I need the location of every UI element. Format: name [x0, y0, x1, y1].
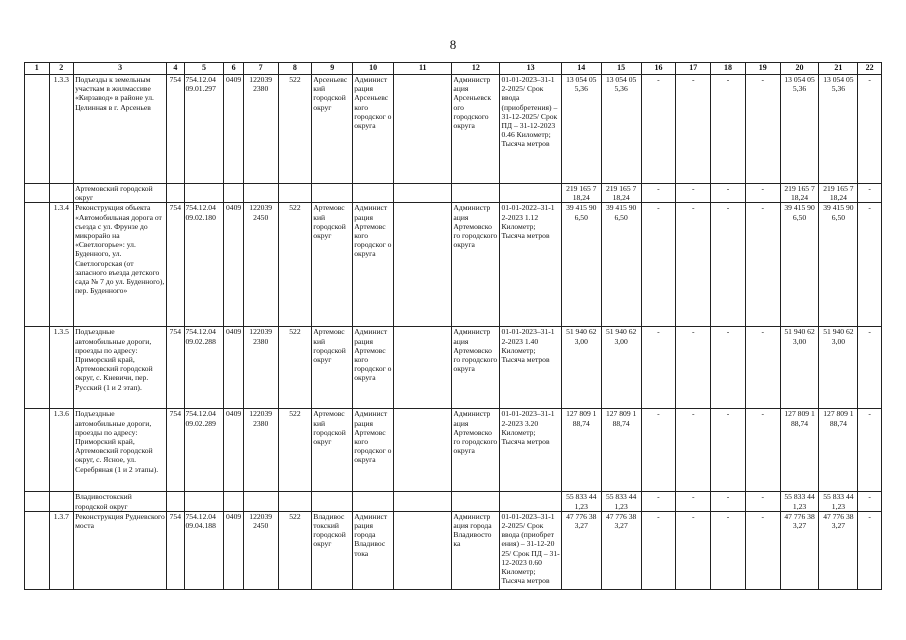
column-number: 12	[452, 63, 500, 75]
object-name: Подъездные автомобильные дороги, проезды по адресу: Приморский край, Артемовский городской округ, с. Кневичи, пер. Русский (1 и 2 этап).	[74, 327, 167, 409]
amount-cell: 55 833 44 1,23	[819, 492, 858, 511]
table-cell	[394, 511, 452, 589]
amount-cell: 51 940 62 3,00	[819, 327, 858, 409]
amount-cell: -	[745, 327, 780, 409]
table-cell: 0409	[224, 75, 243, 184]
column-number: 17	[676, 63, 711, 75]
amount-cell: 219 165 7 18,24	[819, 184, 858, 203]
amount-cell: -	[858, 409, 882, 492]
amount-cell: 13 054 05 5,36	[780, 75, 819, 184]
object-name: Реконструкция объекта «Автомобильная дорога от съезда с ул. Фрунзе до микрорайо на «Светлогорье»: ул. Буденного, ул. Светлогорская (от запасного въезда детского сада № 7 до ул. Буденного), пер. Буденного»	[74, 203, 167, 327]
table-cell	[184, 184, 224, 203]
table-row	[25, 327, 882, 409]
amount-cell: 47 776 38 3,27	[601, 511, 641, 589]
amount-cell: -	[641, 327, 676, 409]
table-cell	[25, 492, 50, 511]
table-cell: Артемовс кий городской округ	[312, 203, 353, 327]
table-cell	[312, 184, 353, 203]
amount-cell: -	[858, 75, 882, 184]
amount-cell: -	[745, 409, 780, 492]
object-name: Реконструкция Рудневского моста	[74, 511, 167, 589]
amount-cell: 13 054 05 5,36	[561, 75, 601, 184]
table-cell: 0409	[224, 409, 243, 492]
table-cell: 122039 2450	[243, 511, 278, 589]
table-cell	[452, 184, 500, 203]
column-number: 20	[780, 63, 819, 75]
table-cell	[278, 184, 312, 203]
table-cell	[500, 492, 561, 511]
amount-cell: -	[711, 327, 746, 409]
table-cell: 754	[167, 511, 184, 589]
table-row	[25, 203, 882, 327]
amount-cell: -	[858, 492, 882, 511]
amount-cell: 219 165 7 18,24	[601, 184, 641, 203]
table-cell: Администр ация Арсеньевск ого городского округа	[452, 75, 500, 184]
column-number-row	[25, 63, 882, 75]
table-cell: Арсеньевс кий городской округ	[312, 75, 353, 184]
table-cell: 522	[278, 511, 312, 589]
amount-cell: -	[641, 184, 676, 203]
amount-cell: -	[711, 203, 746, 327]
table-cell: 01-01-2022–31-1 2-2023 1.12 Километр; Тысяча метров	[500, 203, 561, 327]
table-cell	[394, 492, 452, 511]
table-cell: 754.12.04 09.02.180	[184, 203, 224, 327]
table-cell	[394, 75, 452, 184]
amount-cell: 55 833 44 1,23	[601, 492, 641, 511]
table-cell	[184, 492, 224, 511]
amount-cell: -	[676, 409, 711, 492]
table-cell: 522	[278, 75, 312, 184]
table-cell: 754	[167, 409, 184, 492]
column-number: 5	[184, 63, 224, 75]
table-cell: 0409	[224, 327, 243, 409]
amount-cell: -	[676, 327, 711, 409]
column-number: 4	[167, 63, 184, 75]
column-number: 7	[243, 63, 278, 75]
table-cell: Владивос токский городской округ	[312, 511, 353, 589]
amount-cell: -	[745, 511, 780, 589]
column-number: 22	[858, 63, 882, 75]
budget-table	[24, 62, 882, 590]
table-cell	[243, 492, 278, 511]
amount-cell: -	[745, 492, 780, 511]
amount-cell: -	[641, 409, 676, 492]
table-cell: 754.12.04 09.02.288	[184, 327, 224, 409]
table-cell: Артемовс кий городской округ	[312, 327, 353, 409]
amount-cell: 51 940 62 3,00	[780, 327, 819, 409]
amount-cell: -	[641, 492, 676, 511]
table-cell: Администр ация города Владивосто ка	[452, 511, 500, 589]
table-row	[25, 75, 882, 184]
table-cell: 01-01-2023–31-1 2-2023 1.40 Километр; Тысяча метров	[500, 327, 561, 409]
column-number: 10	[353, 63, 394, 75]
table-cell: 522	[278, 327, 312, 409]
item-number: 1.3.4	[49, 203, 74, 327]
table-cell: Администр ация Артемовско го городского округа	[452, 327, 500, 409]
table-cell: 122039 2380	[243, 327, 278, 409]
column-number: 19	[745, 63, 780, 75]
table-cell: 754.12.04 09.02.289	[184, 409, 224, 492]
table-cell: 522	[278, 203, 312, 327]
column-number: 13	[500, 63, 561, 75]
table-cell	[25, 203, 50, 327]
table-cell	[224, 492, 243, 511]
table-cell	[394, 409, 452, 492]
table-cell: Артемовс кий городской округ	[312, 409, 353, 492]
table-cell	[224, 184, 243, 203]
column-number: 6	[224, 63, 243, 75]
table-cell: 01-01-2023–31-1 2-2025/ Срок ввода (приобрет ения) – 31-12-20 25/ Срок ПД – 31-12-2023 0.60 Километр; Тысяча метров	[500, 511, 561, 589]
table-cell: 754	[167, 327, 184, 409]
table-cell: Админист рация Артемовс кого городског о округа	[353, 409, 394, 492]
table-cell: 522	[278, 409, 312, 492]
item-number: 1.3.7	[49, 511, 74, 589]
amount-cell: 47 776 38 3,27	[561, 511, 601, 589]
object-name: Подъездные автомобильные дороги, проезды по адресу: Приморский край, Артемовский городской округ, с. Ясное, ул. Серебряная (1 и 2 этапы).	[74, 409, 167, 492]
column-number: 14	[561, 63, 601, 75]
column-number: 1	[25, 63, 50, 75]
item-number: 1.3.5	[49, 327, 74, 409]
amount-cell: -	[676, 75, 711, 184]
table-cell	[167, 492, 184, 511]
table-cell: 754.12.04 09.01.297	[184, 75, 224, 184]
table-cell: 754	[167, 75, 184, 184]
table-cell	[243, 184, 278, 203]
column-number: 8	[278, 63, 312, 75]
table-cell: Админист рация города Владивос тока	[353, 511, 394, 589]
table-cell: Администр ация Артемовско го городского округа	[452, 409, 500, 492]
table-row	[25, 409, 882, 492]
amount-cell: -	[711, 409, 746, 492]
table-cell	[25, 327, 50, 409]
amount-cell: 39 415 90 6,50	[780, 203, 819, 327]
table-cell	[278, 492, 312, 511]
table-cell	[353, 184, 394, 203]
column-number: 3	[74, 63, 167, 75]
table-cell	[25, 409, 50, 492]
table-cell: 0409	[224, 511, 243, 589]
amount-cell: -	[676, 184, 711, 203]
table-cell	[49, 492, 74, 511]
item-number: 1.3.3	[49, 75, 74, 184]
table-cell: 122039 2450	[243, 203, 278, 327]
table-cell	[394, 184, 452, 203]
table-cell	[500, 184, 561, 203]
amount-cell: 47 776 38 3,27	[819, 511, 858, 589]
table-cell: Админист рация Арсеньевс кого городског о округа	[353, 75, 394, 184]
amount-cell: -	[745, 184, 780, 203]
column-number: 9	[312, 63, 353, 75]
table-cell: Администр ация Артемовско го городского округа	[452, 203, 500, 327]
amount-cell: 127 809 1 88,74	[561, 409, 601, 492]
table-row	[25, 511, 882, 589]
amount-cell: -	[676, 492, 711, 511]
amount-cell: 39 415 90 6,50	[601, 203, 641, 327]
amount-cell: -	[858, 184, 882, 203]
amount-cell: 127 809 1 88,74	[601, 409, 641, 492]
table-cell	[452, 492, 500, 511]
table-cell	[353, 492, 394, 511]
column-number: 16	[641, 63, 676, 75]
table-cell	[25, 184, 50, 203]
table-cell	[25, 511, 50, 589]
table-cell: Админист рация Артемовс кого городског о округа	[353, 327, 394, 409]
table-cell	[167, 184, 184, 203]
amount-cell: -	[745, 75, 780, 184]
table-cell	[394, 327, 452, 409]
table-cell: 01-01-2023–31-1 2-2023 3.20 Километр; Тысяча метров	[500, 409, 561, 492]
amount-cell: -	[711, 75, 746, 184]
table-cell: 122039 2380	[243, 75, 278, 184]
table-cell: 0409	[224, 203, 243, 327]
table-cell: Админист рация Артемовс кого городског о округа	[353, 203, 394, 327]
column-number: 21	[819, 63, 858, 75]
page-number: 8	[449, 37, 457, 52]
amount-cell: -	[676, 511, 711, 589]
amount-cell: 39 415 90 6,50	[819, 203, 858, 327]
table-cell	[312, 492, 353, 511]
object-name: Подъезды к земельным участкам в жилмассиве «Кирзавод» в районе ул. Целинная в г. Арсеньев	[74, 75, 167, 184]
table-cell	[394, 203, 452, 327]
column-number: 2	[49, 63, 74, 75]
amount-cell: 55 833 44 1,23	[780, 492, 819, 511]
amount-cell: 219 165 7 18,24	[780, 184, 819, 203]
amount-cell: -	[858, 327, 882, 409]
group-name: Владивостокский городской округ	[74, 492, 167, 511]
amount-cell: 39 415 90 6,50	[561, 203, 601, 327]
amount-cell: 51 940 62 3,00	[561, 327, 601, 409]
amount-cell: -	[858, 203, 882, 327]
table-cell: 754	[167, 203, 184, 327]
amount-cell: -	[641, 75, 676, 184]
amount-cell: -	[711, 511, 746, 589]
column-number: 18	[711, 63, 746, 75]
column-number: 11	[394, 63, 452, 75]
item-number: 1.3.6	[49, 409, 74, 492]
amount-cell: 219 165 7 18,24	[561, 184, 601, 203]
amount-cell: -	[711, 184, 746, 203]
group-name: Артемовский городской округ	[74, 184, 167, 203]
amount-cell: -	[858, 511, 882, 589]
group-subtotal-row	[25, 492, 882, 511]
table-cell: 754.12.04 09.04.188	[184, 511, 224, 589]
group-subtotal-row	[25, 184, 882, 203]
table-cell: 122039 2380	[243, 409, 278, 492]
amount-cell: 55 833 44 1,23	[561, 492, 601, 511]
amount-cell: -	[745, 203, 780, 327]
amount-cell: 13 054 05 5,36	[601, 75, 641, 184]
amount-cell: -	[676, 203, 711, 327]
amount-cell: 127 809 1 88,74	[780, 409, 819, 492]
amount-cell: 51 940 62 3,00	[601, 327, 641, 409]
amount-cell: 47 776 38 3,27	[780, 511, 819, 589]
amount-cell: -	[641, 203, 676, 327]
table-cell: 01-01-2023–31-1 2-2025/ Срок ввода (приобретения) – 31-12-2025/ Срок ПД – 31-12-2023 0.46 Километр; Тысяча метров	[500, 75, 561, 184]
amount-cell: -	[711, 492, 746, 511]
table-cell	[49, 184, 74, 203]
column-number: 15	[601, 63, 641, 75]
table-cell	[25, 75, 50, 184]
amount-cell: -	[641, 511, 676, 589]
amount-cell: 127 809 1 88,74	[819, 409, 858, 492]
amount-cell: 13 054 05 5,36	[819, 75, 858, 184]
